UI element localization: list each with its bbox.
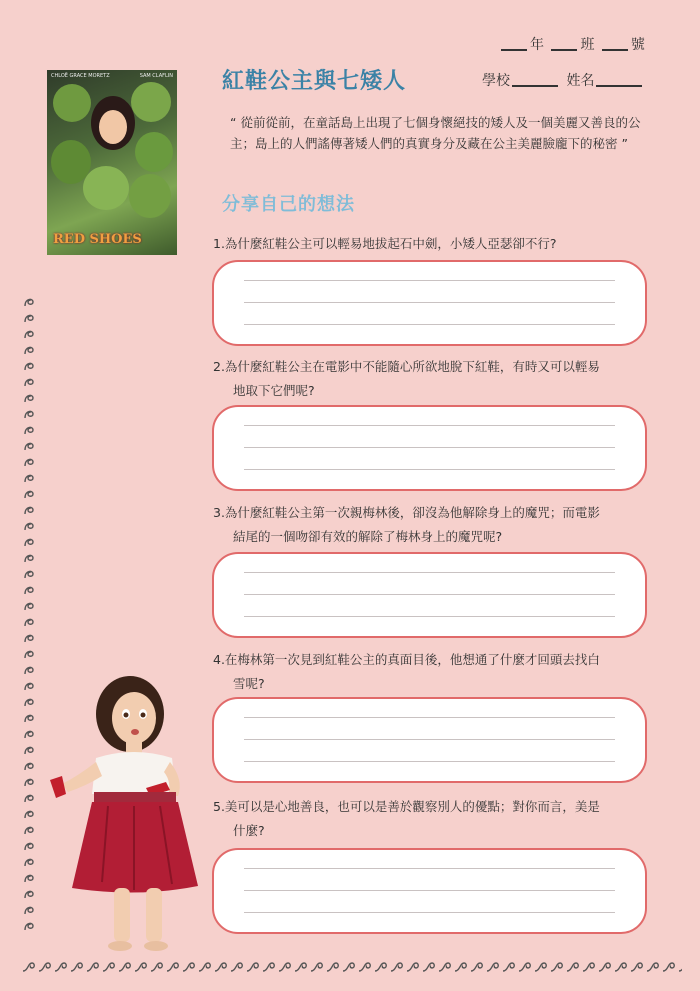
decorative-border-left [22,292,36,932]
dwarf-face-1 [53,84,91,122]
name-blank[interactable] [596,85,642,87]
answer-line [244,302,615,303]
question-3-line2: 結尾的一個吻卻有效的解除了梅林身上的魔咒呢? [233,529,503,544]
number-label: 號 [630,37,645,53]
number-blank[interactable] [602,49,628,51]
class-label: 班 [580,37,595,53]
answer-line [244,761,615,762]
school-label: 學校 [482,73,510,89]
answer-line [244,717,615,718]
question-3 [213,501,653,549]
answer-line [244,280,615,281]
question-1-line1: 1.為什麼紅鞋公主可以輕易地拔起石中劍，小矮人亞瑟卻不行? [213,236,557,251]
character-illustration [48,676,198,958]
class-info-line [498,34,645,54]
question-5 [213,795,653,843]
answer-box-5[interactable] [212,848,647,934]
dwarf-face-4 [135,132,173,172]
question-1 [213,232,653,256]
poster-logo: RED SHOES [53,232,142,247]
class-blank[interactable] [551,49,577,51]
answer-box-2[interactable] [212,405,647,491]
answer-line [244,912,615,913]
question-2-line2: 地取下它們呢? [233,383,315,398]
answer-box-1[interactable] [212,260,647,346]
intro-quote: “ 從前從前，在童話島上出現了七個身懷絕技的矮人及一個美麗又善良的公主；島上的人們謠傳著矮人們的真實身分及藏在公主美麗臉龐下的秘密 ” [230,115,641,151]
answer-line [244,868,615,869]
question-5-line1: 5.美可以是心地善良，也可以是善於觀察別人的優點；對你而言，美是 [213,799,600,814]
year-blank[interactable] [501,49,527,51]
dwarf-face-5 [83,166,129,210]
answer-line [244,739,615,740]
question-5-line2: 什麼? [233,823,265,838]
answer-line [244,616,615,617]
poster-credit-right: SAM CLAFLIN [139,73,173,79]
question-2 [213,355,653,403]
poster-credits [51,73,173,79]
school-blank[interactable] [512,85,558,87]
answer-line [244,469,615,470]
answer-line [244,572,615,573]
answer-line [244,324,615,325]
question-2-line1: 2.為什麼紅鞋公主在電影中不能隨心所欲地脫下紅鞋，有時又可以輕易 [213,359,600,374]
decorative-border-bottom [22,960,682,974]
section-title: 分享自己的想法 [222,194,355,215]
page-title: 紅鞋公主與七矮人 [222,69,407,94]
school-name-line [482,70,646,90]
question-4-line2: 雪呢? [233,676,265,691]
question-3-line1: 3.為什麼紅鞋公主第一次親梅林後，卻沒為他解除身上的魔咒；而電影 [213,505,600,520]
question-4-line1: 4.在梅林第一次見到紅鞋公主的真面目後，他想通了什麼才回頭去找白 [213,652,600,667]
year-label: 年 [530,37,544,53]
answer-box-3[interactable] [212,552,647,638]
dwarf-face-2 [131,82,171,122]
dwarf-face-6 [129,174,171,218]
poster-credit-left: CHLOË GRACE MORETZ [51,73,110,79]
answer-line [244,447,615,448]
answer-line [244,594,615,595]
question-4 [213,648,653,696]
answer-line [244,890,615,891]
answer-line [244,425,615,426]
movie-poster [47,70,177,255]
name-label: 姓名 [566,73,595,89]
answer-box-4[interactable] [212,697,647,783]
princess-face [99,110,127,144]
